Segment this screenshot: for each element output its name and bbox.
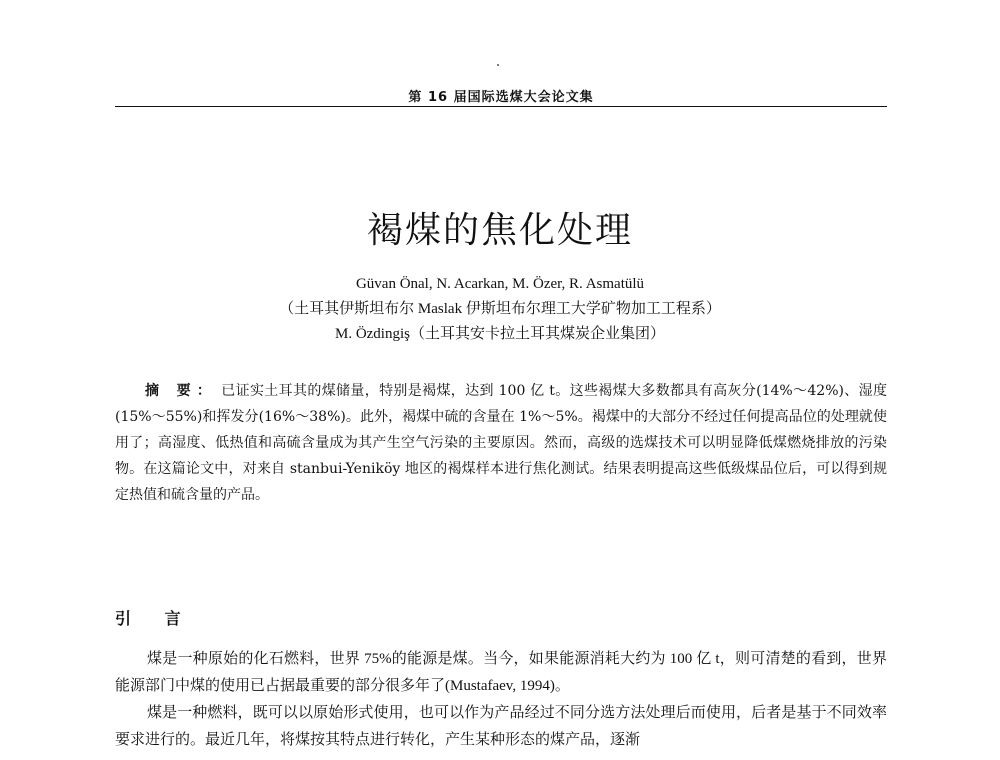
header-rule: [115, 106, 887, 107]
section-body: [115, 646, 887, 754]
section-heading: 引 言: [115, 609, 195, 628]
scan-speck: [497, 64, 499, 66]
author-second: M. Özdingiş（土耳其安卡拉土耳其煤炭企业集团）: [334, 326, 665, 342]
body-paragraph: 煤是一种燃料，既可以以原始形式使用，也可以作为产品经过不同分选方法处理后而使用，后者是基于不同效率要求进行的。最近几年，将煤按其特点进行转化，产生某种形态的煤产品，逐渐: [115, 705, 887, 748]
abstract: [115, 378, 887, 508]
abstract-label: 摘 要：: [145, 383, 218, 399]
abstract-text: 已证实土耳其的煤储量，特别是褐煤，达到 100 亿 t。这些褐煤大多数都具有高灰分(14%～42%)、湿度(15%～55%)和挥发分(16%～38%)。此外，褐煤中硫的含量在 1%～5%。褐煤中的大部分不经过任何提高品位的处理就使用了；高湿度、低热值和高硫含量成为其产生空气污染的主要原因。然而，高级的选煤技术可以明显降低煤燃烧排放的污染物。在这篇论文中，对来自 stanbui-Yeniköy 地区的褐煤样本进行焦化测试。结果表明提高这些低级煤品位后，可以得到规定热值和硫含量的产品。: [115, 383, 888, 503]
author-names: Güvan Önal, N. Acarkan, M. Özer, R. Asmatülü: [355, 276, 645, 292]
body-paragraph: 煤是一种原始的化石燃料，世界 75%的能源是煤。当今，如果能源消耗大约为 100 亿 t，则可清楚的看到，世界能源部门中煤的使用已占据最重要的部分很多年了(Mustafaev, 1994)。: [115, 651, 887, 694]
paper-title: 褐煤的焦化处理: [366, 210, 633, 252]
author-affiliation: （土耳其伊斯坦布尔 Maslak 伊斯坦布尔理工大学矿物加工工程系）: [279, 301, 721, 317]
author-block: [0, 272, 1000, 347]
running-header: 第 16 届国际选煤大会论文集: [408, 90, 594, 105]
